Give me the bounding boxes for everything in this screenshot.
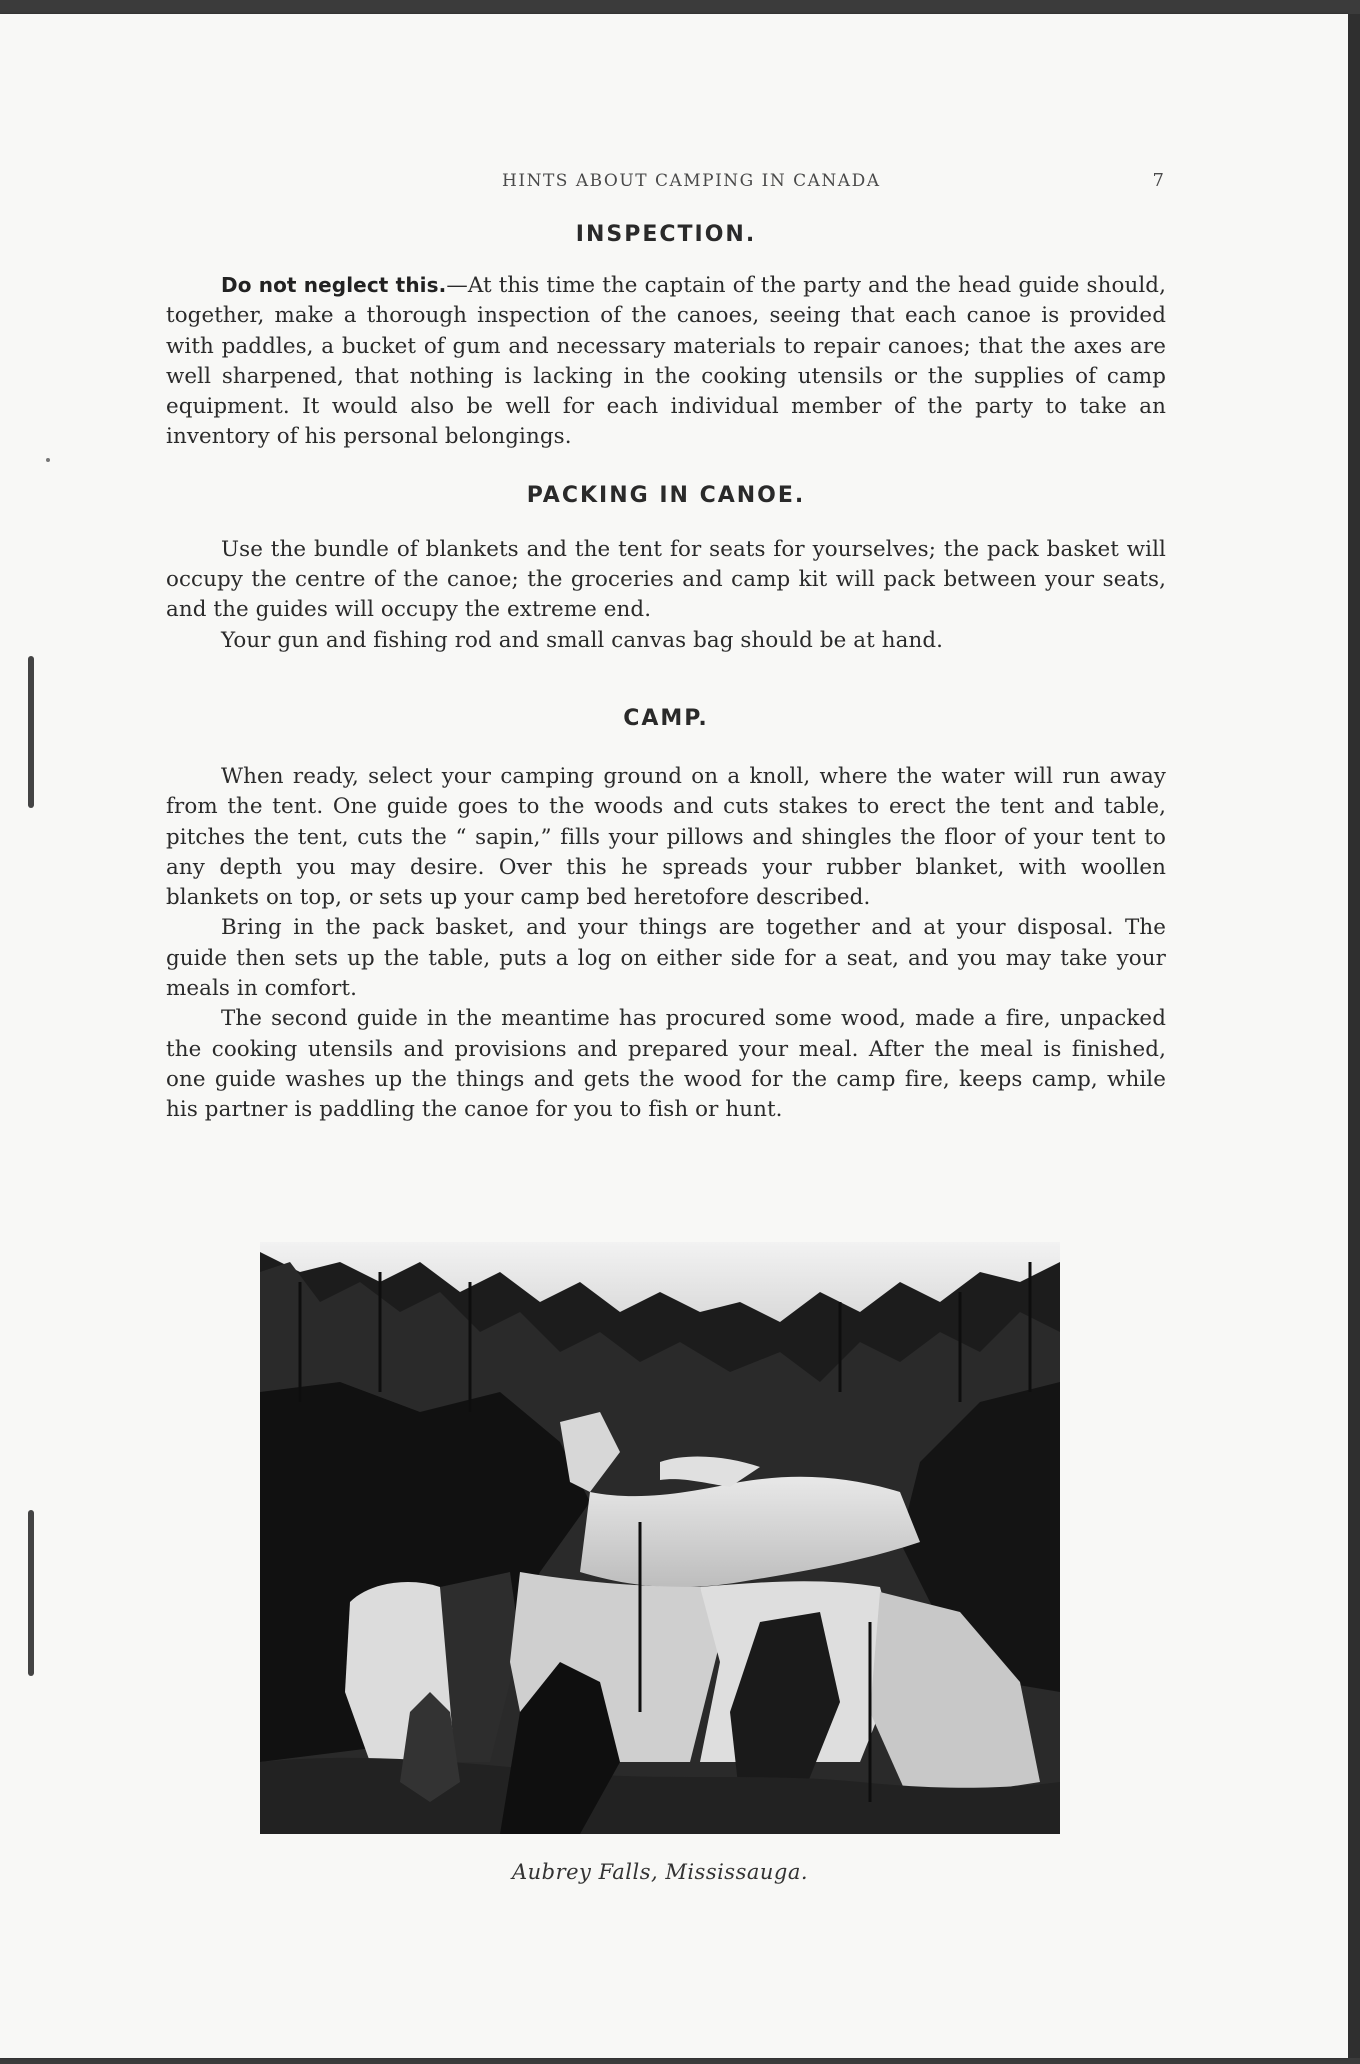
binding-staple-mark-top (28, 656, 34, 808)
running-head (170, 170, 1170, 191)
page-number: 7 (1152, 170, 1164, 191)
paragraph-inspection (166, 270, 1166, 453)
paragraph-camp-2: Bring in the pack basket, and your things are together and at your disposal. The guide then sets up the table, puts a log on either side for a seat, and you may take your meals in comfort. (166, 915, 1166, 1002)
paragraph-camp-1: When ready, select your camping ground on a knoll, where the water will run away from the tent. One guide goes to the woods and cuts stakes to erect the tent and table, pitches the tent, cuts the “ sapin,” fills your pillows and shingles the floor of your tent to any depth you may desire. Over this he spreads your rubber blanket, with woollen blankets on top, or sets up your camp bed heretofore described. (166, 763, 1166, 911)
waterfall-photo-illustration (260, 1242, 1060, 1834)
book-page (0, 14, 1348, 2058)
paragraph-camp-3: The second guide in the meantime has procured some wood, made a fire, unpacked the cooking utensils and provisions and prepared your meal. After the meal is finished, one guide washes up the things and gets the wood for the camp fire, keeps camp, while his partner is paddling the canoe for you to fish or hunt. (166, 1006, 1166, 1123)
paragraph-inspection-text: —At this time the captain of the party and the head guide should, together, make a thorough inspection of the canoes, seeing that each canoe is provided with paddles, a bucket of gum and necessary materials to repair canoes; that the axes are well sharpened, that nothing is lacking in the cooking utensils or the supplies of camp equipment. It would also be well for each individual member of the party to take an inventory of his personal belongings. (166, 273, 1166, 450)
page-body (166, 220, 1166, 1126)
heading-camp: CAMP. (623, 705, 709, 731)
running-head-title: HINTS ABOUT CAMPING IN CANADA (502, 171, 881, 191)
paragraph-packing-1: Use the bundle of blankets and the tent for seats for yourselves; the pack basket will occupy the centre of the canoe; the groceries and camp kit will pack between your seats, and the guides will occupy the extreme end. (166, 536, 1166, 623)
heading-packing: PACKING IN CANOE. (526, 482, 806, 508)
lead-in-inspection: Do not neglect this. (221, 273, 447, 297)
figure-caption: Aubrey Falls, Mississauga. (511, 1860, 809, 1884)
heading-inspection: INSPECTION. (575, 222, 757, 247)
waterfall-photograph (260, 1242, 1060, 1834)
margin-speck (46, 458, 50, 462)
paragraph-packing-2: Your gun and fishing rod and small canvas bag should be at hand. (221, 627, 944, 653)
binding-staple-mark-bottom (28, 1510, 34, 1676)
